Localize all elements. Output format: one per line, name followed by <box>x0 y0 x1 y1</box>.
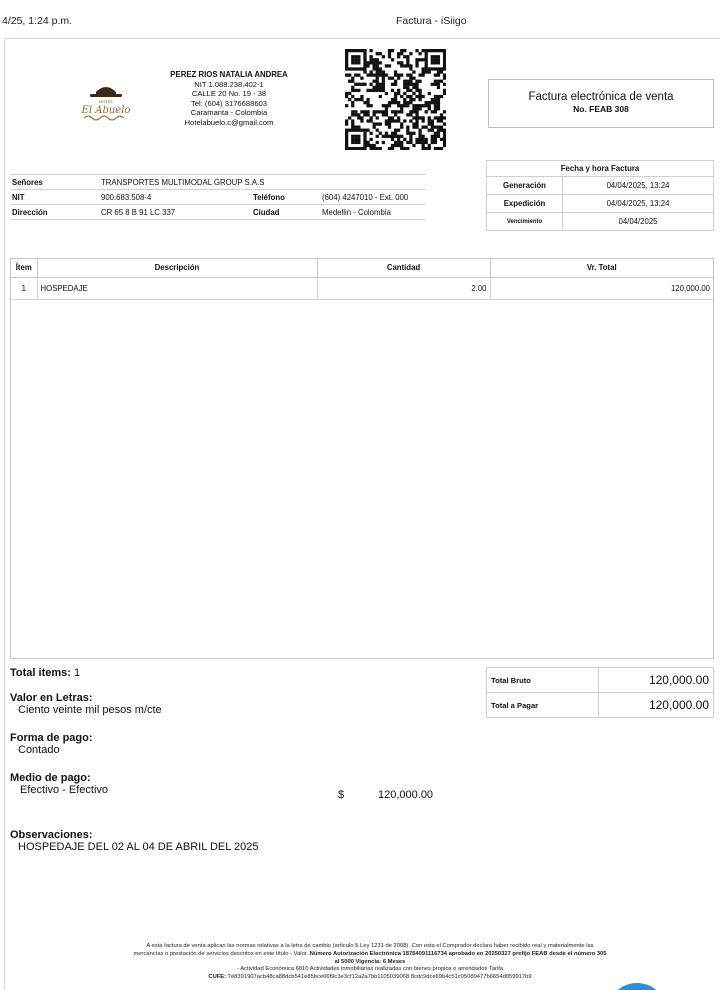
generation-date: 04/04/2025, 13:24 <box>563 177 714 195</box>
col-description: Descripción <box>37 259 317 277</box>
table-row <box>11 277 713 299</box>
payment-means-label: Medio de pago: <box>10 772 91 784</box>
row-description: HOSPEDAJE <box>37 277 317 299</box>
observations-label: Observaciones: <box>10 829 93 841</box>
words-label: Valor en Letras: <box>10 692 93 704</box>
total-items <box>10 667 80 679</box>
expedition-label: Expedición <box>487 195 563 213</box>
total-items-label: Total items: <box>10 667 71 679</box>
expedition-date: 04/04/2025, 13:24 <box>563 195 714 213</box>
invoice-dates-table <box>486 160 714 231</box>
footer-line-1: A esta factura de venta aplican las normas relativas a la letra de cambio (artículo 5 Ley 1231 de 2008). Con esta el Comprador declara haber recibido real y materialmente las <box>146 943 594 949</box>
pay-value: 120,000.00 <box>599 693 714 718</box>
cufe-label: CUFE: <box>208 974 227 981</box>
client-nit-label: NIT <box>10 190 99 205</box>
due-date: 04/04/2025 <box>563 213 714 231</box>
issuer-info <box>148 70 310 128</box>
col-total: Vr. Total <box>490 259 713 277</box>
client-phone-label: Teléfono <box>251 190 320 205</box>
invoice-number: No. FEAB 308 <box>573 104 629 114</box>
client-city-label: Ciudad <box>251 205 320 220</box>
issuer-address: CALLE 20 No. 19 - 38 <box>191 89 267 99</box>
print-date: 4/25, 1:24 p.m. <box>2 15 73 27</box>
payment-form-value: Contado <box>18 744 60 756</box>
dates-header: Fecha y hora Factura <box>487 161 714 177</box>
issuer-email: Hotelabuelo.c@gmail.com <box>184 117 274 127</box>
legal-footer <box>40 943 700 982</box>
words-value: Ciento veinte mil pesos m/cte <box>18 704 162 716</box>
footer-line-2: mercancías o prestación de servicios descritos en este título - Valor. <box>133 950 309 957</box>
client-name-label: Señores <box>10 175 99 190</box>
issuer-phone: Tel: (604) 3176688603 <box>191 98 267 108</box>
client-nit: 900.683.508-4 <box>99 190 251 205</box>
row-quantity: 2.00 <box>317 277 490 299</box>
col-item: Ítem <box>11 259 37 277</box>
client-phone: (604) 4247010 - Ext. 000 <box>320 190 426 205</box>
client-name: TRANSPORTES MULTIMODAL GROUP S.A.S <box>99 175 426 190</box>
observations-value: HOSPEDAJE DEL 02 AL 04 DE ABRIL DEL 2025 <box>18 841 259 853</box>
items-table-container <box>10 258 714 659</box>
issuer-name: PEREZ RIOS NATALIA ANDREA <box>170 70 288 79</box>
cufe-value: 7e8391907acb48ca88dcb541e85bce06f9c3e3cf12a2a7bb1105039068 8cdc9dce69b4c51c05089477b6654d059917b9 <box>227 974 532 981</box>
client-address-label: Dirección <box>10 205 99 220</box>
invoice-title-box <box>488 79 714 128</box>
due-label: Vencimiento <box>487 213 563 231</box>
payment-form-label: Forma de pago: <box>10 732 93 744</box>
client-city: Medellin - Colombia <box>320 205 426 220</box>
gross-value: 120,000.00 <box>599 668 714 693</box>
client-info-table <box>10 174 426 220</box>
payment-amount: 120,000.00 <box>378 789 434 801</box>
total-items-value: 1 <box>73 667 81 679</box>
footer-line-3: al 5000 Vigencia: 6 Meses <box>334 958 406 965</box>
invoice-title: Factura electrónica de venta <box>528 91 674 103</box>
logo-script-text: El Abuelo <box>81 105 131 116</box>
client-address: CR 65 8 B 91 LC 337 <box>99 205 251 220</box>
hotel-logo <box>76 78 136 126</box>
logo-small-text: HOTEL <box>98 99 114 104</box>
row-item: 1 <box>11 277 37 299</box>
issuer-city: Caramanta - Colombia <box>190 108 268 118</box>
totals-table <box>486 667 714 718</box>
qr-code <box>345 49 446 150</box>
col-quantity: Cantidad <box>317 259 490 277</box>
issuer-nit: NIT 1.088.238.402-1 <box>194 79 264 89</box>
print-title: Factura - iSiigo <box>396 15 467 27</box>
row-total: 120,000.00 <box>490 277 713 299</box>
payment-means-value: Efectivo - Efectivo <box>20 784 109 796</box>
payment-currency: $ <box>338 789 345 801</box>
footer-authorization: Número Autorización Electrónica 18764091116734 aprobado en 20250327 prefijo FEAB desde el número 305 <box>309 950 607 957</box>
print-header <box>0 0 720 40</box>
generation-label: Generación <box>487 177 563 195</box>
pay-label: Total a Pagar <box>487 693 599 718</box>
items-table <box>11 259 713 300</box>
gross-label: Total Bruto <box>487 668 599 693</box>
footer-line-4: - Actividad Económica 6810 Actividades inmobiliarias realizadas con bienes propios o arrendados Tarifa <box>236 966 504 973</box>
